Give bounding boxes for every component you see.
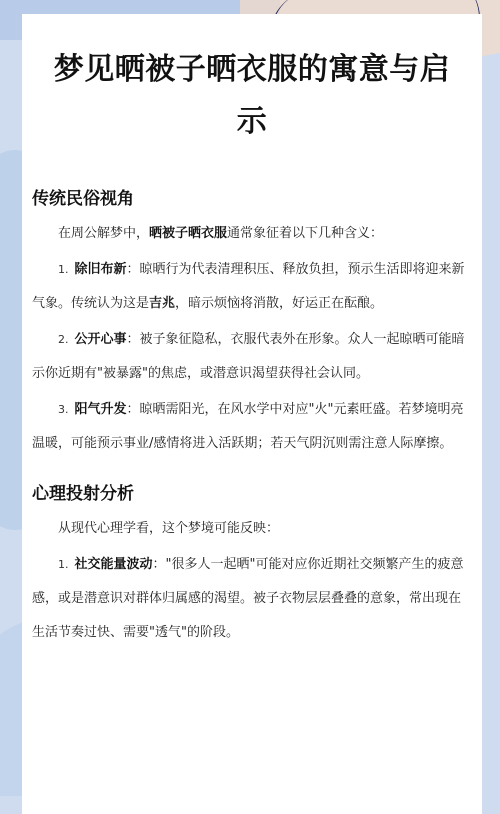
section-intro-folk bbox=[22, 217, 482, 251]
list-item-number: 1. bbox=[58, 263, 69, 276]
page-title: 梦见晒被子晒衣服的寓意与启示 bbox=[53, 52, 451, 139]
list-item-text: ，暗示烦恼将消散，好运正在酝酿。 bbox=[175, 296, 384, 311]
list-item bbox=[22, 393, 482, 461]
list-item bbox=[22, 548, 482, 650]
section-intro-psychology: 从现代心理学看，这个梦境可能反映： bbox=[58, 521, 280, 536]
list-item-number: 2. bbox=[58, 333, 69, 346]
list-item-text: ："很多人一起晒"可能对应你近期社交频繁产生的疲意感，或是潜意识对群体归属感的渴望。被子衣物层层叠叠的意象，常出现在生活节奏过快、需要"透气"的阶段。 bbox=[32, 557, 464, 640]
list-item bbox=[22, 323, 482, 391]
section-heading-folk: 传统民俗视角 bbox=[32, 189, 134, 209]
list-item-term: 公开心事 bbox=[74, 332, 127, 347]
list-item-text: ：被子象征隐私，衣服代表外在形象。众人一起晾晒可能暗示你近期有"被暴露"的焦虑，或潜意识渴望获得社会认同。 bbox=[32, 332, 465, 381]
intro-text: 通常象征着以下几种含义： bbox=[227, 226, 384, 241]
list-item-number: 3. bbox=[58, 403, 69, 416]
list-item-term: 除旧布新 bbox=[74, 262, 127, 277]
section-heading-psychology: 心理投射分析 bbox=[32, 484, 134, 504]
list-item-text: ：晾晒需阳光，在风水学中对应"火"元素旺盛。若梦境明亮温暖，可能预示事业/感情将进入活跃期；若天气阴沉则需注意人际摩擦。 bbox=[32, 402, 464, 451]
intro-bold-text: 晒被子晒衣服 bbox=[149, 226, 228, 241]
list-item-term: 阳气升发 bbox=[74, 402, 127, 417]
article-card bbox=[22, 14, 482, 814]
list-item-bold-text: 吉兆 bbox=[149, 296, 176, 311]
list-item-text: ：晾晒行为代表清理积压、释放负担，预示生活即将迎来新气象。传统认为这是 bbox=[32, 262, 465, 311]
list-item bbox=[22, 253, 482, 321]
list-item-number: 1. bbox=[58, 558, 69, 571]
intro-text: 在周公解梦中， bbox=[58, 226, 150, 241]
list-item-term: 社交能量波动 bbox=[74, 557, 153, 572]
